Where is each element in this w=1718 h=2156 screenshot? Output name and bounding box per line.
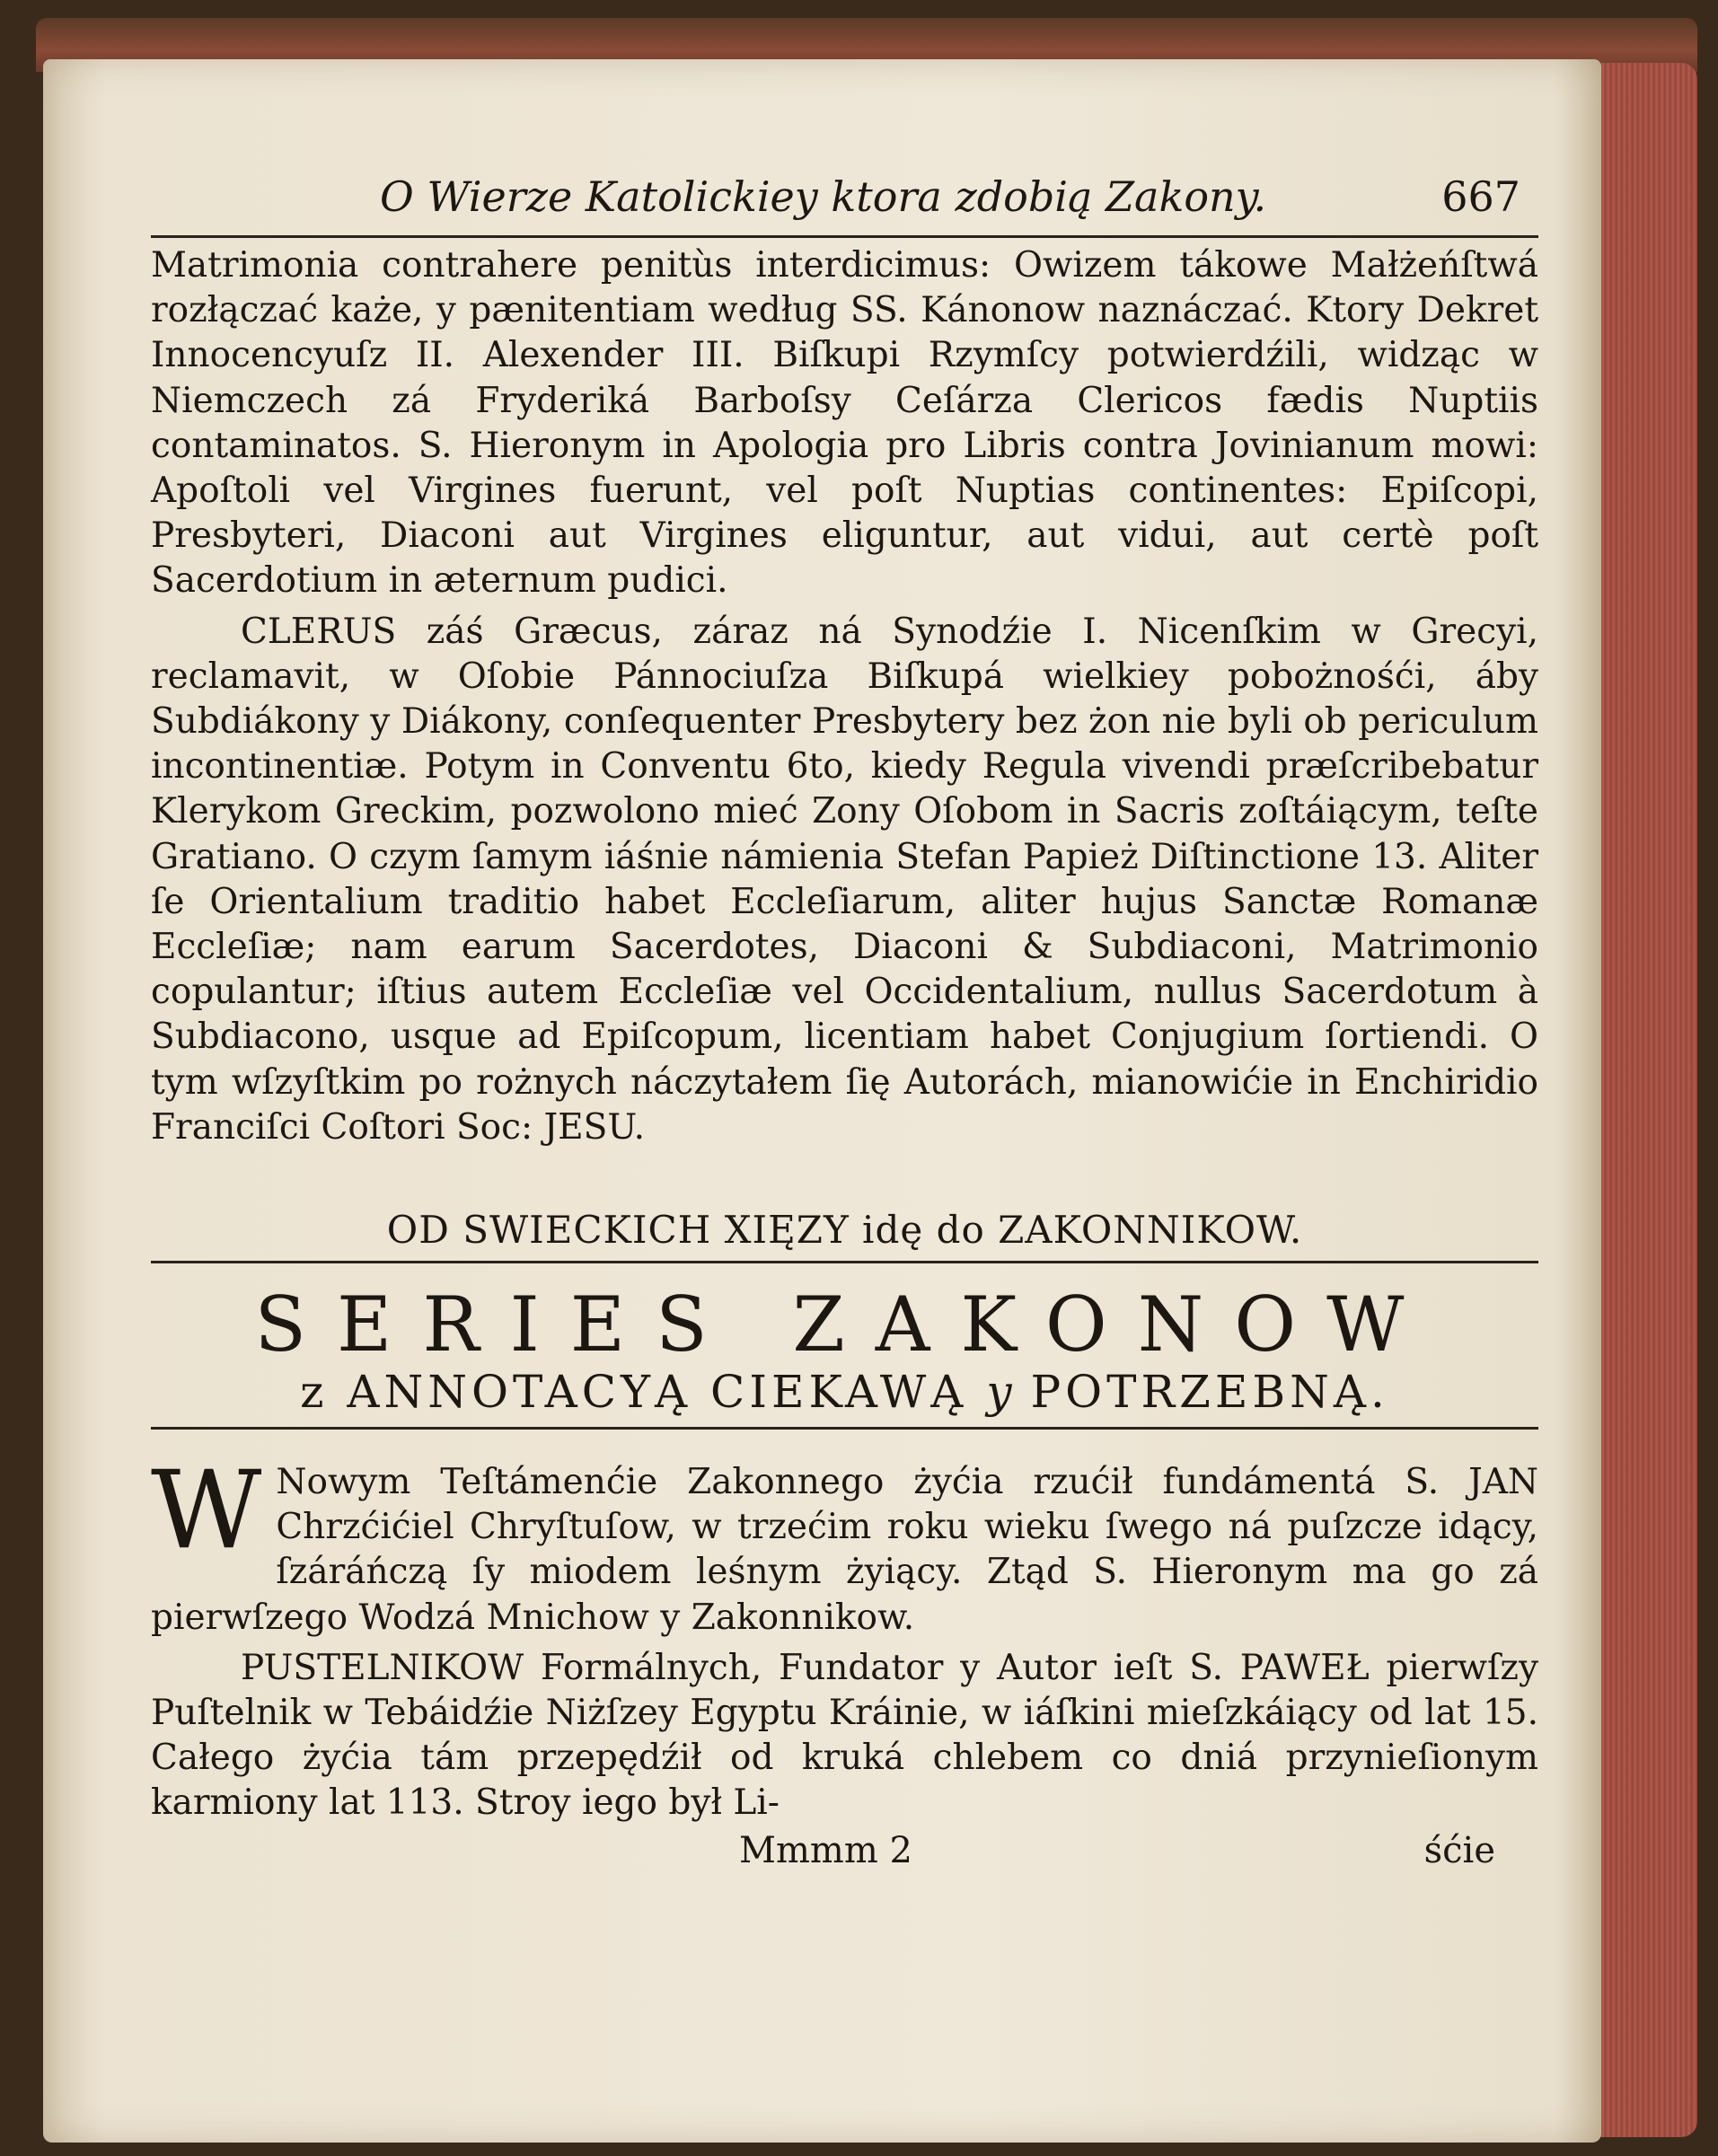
series-subtitle-part-a: z ANNOTACYĄ CIEKAWĄ (300, 1366, 968, 1419)
running-head-title: O Wierze Katolickiey ktora zdobią Zakony. (380, 172, 1267, 221)
page-number: 667 (1441, 172, 1520, 221)
paragraph-nowym-text: Nowym Teſtámenćie Zakonnego żyćia rzućił fundámentá S. JAN Chrzćićiel Chryſtuſow, w trzećim roku wieku ſwego ná puſzcze idący, ſzáráńczą ſy miodem leśnym żyiący. Ztąd S. Hieronym ma go zá pierwſzego Wodzá Mnichow y Zakonnikow. (151, 1462, 1538, 1638)
page-content (151, 171, 1538, 1880)
series-title: SERIES ZAKONOW (254, 1280, 1435, 1369)
paragraph-clerus: CLERUS záś Græcus, záraz ná Synodźie I. Nicenſkim w Grecyi, reclamavit, w Oſobie Pánnociuſza Biſkupá wielkiey pobożnośći, áby Subdiákony y Diákony, conſequenter Presbytery bez żon nie byli ob periculum incontinentiæ. Potym in Conventu 6to, kiedy Regula vivendi præſcribebatur Klerykom Greckim, pozwolono mieć Zony Oſobom in Sacris zoſtáiącym, teſte Gratiano. O czym ſamym iáśnie námienia Stefan Papież Diſtinctione 13. Aliter ſe Orientalium traditio habet Eccleſiarum, aliter hujus Sanctæ Romanæ Eccleſiæ; nam earum Sacerdotes, Diaconi & Subdiaconi, Matrimonio copulantur; iſtius autem Eccleſiæ vel Occidentalium, nullus Sacerdotum à Subdiacono, usque ad Epiſcopum, licentiam habet Conjugium ſortiendi. O tym wſzyſtkim po rożnych náczytałem ſię Autorách, mianowićie in Enchiridio Franciſci Coſtori Soc: JESU. (151, 611, 1538, 1148)
paragraph-matrimonia: Matrimonia contrahere penitùs interdicimus: Owizem tákowe Małżeńſtwá rozłączać każe, y pænitentiam według SS. Kánonow naznáczać. Ktory Dekret Innocencyuſz II. Alexender III. Biſkupi Rzymſcy potwierdźili, widząc w Niemczech zá Fryderiká Barboſsy Ceſárza Clericos fædis Nuptiis contaminatos. S. Hieronym in Apologia pro Libris contra Jovinianum mowi: Apoſtoli vel Virgines fuerunt, vel poſt Nuptias continentes: Epiſcopi, Presbyteri, Diaconi aut Virgines eliguntur, aut vidui, aut certè poſt Sacerdotium in æternum pudici. (151, 245, 1538, 602)
catchline (151, 1830, 1538, 1880)
series-subtitle-conjunction: y (986, 1366, 1012, 1419)
running-head (151, 171, 1538, 238)
drop-cap: W (151, 1448, 262, 1574)
series-subtitle-part-b: POTRZEBNĄ. (1030, 1366, 1389, 1419)
section-heading: OD SWIECKICH XIĘZY idę do ZAKONNIKOW. (151, 1208, 1538, 1263)
paragraph-nowym (151, 1448, 1538, 1641)
signature-mark: Mmmm 2 (739, 1829, 912, 1871)
catchword: śćie (1423, 1829, 1495, 1871)
page-fore-edge (1590, 63, 1697, 2137)
paragraph-pustelnikow: PUSTELNIKOW Formálnych, Fundator y Autor ieſt S. PAWEŁ pierwſzy Puſtelnik w Tebáidźie Niżſzey Egyptu Kráinie, w iáſkini mieſzkáiący od lat 15. Całego żyćia tám przepędźił od kruká chlebem co dniá przynieſionym karmiony lat 113. Stroy iego był Li- (151, 1647, 1538, 1824)
series-subtitle (151, 1366, 1538, 1430)
